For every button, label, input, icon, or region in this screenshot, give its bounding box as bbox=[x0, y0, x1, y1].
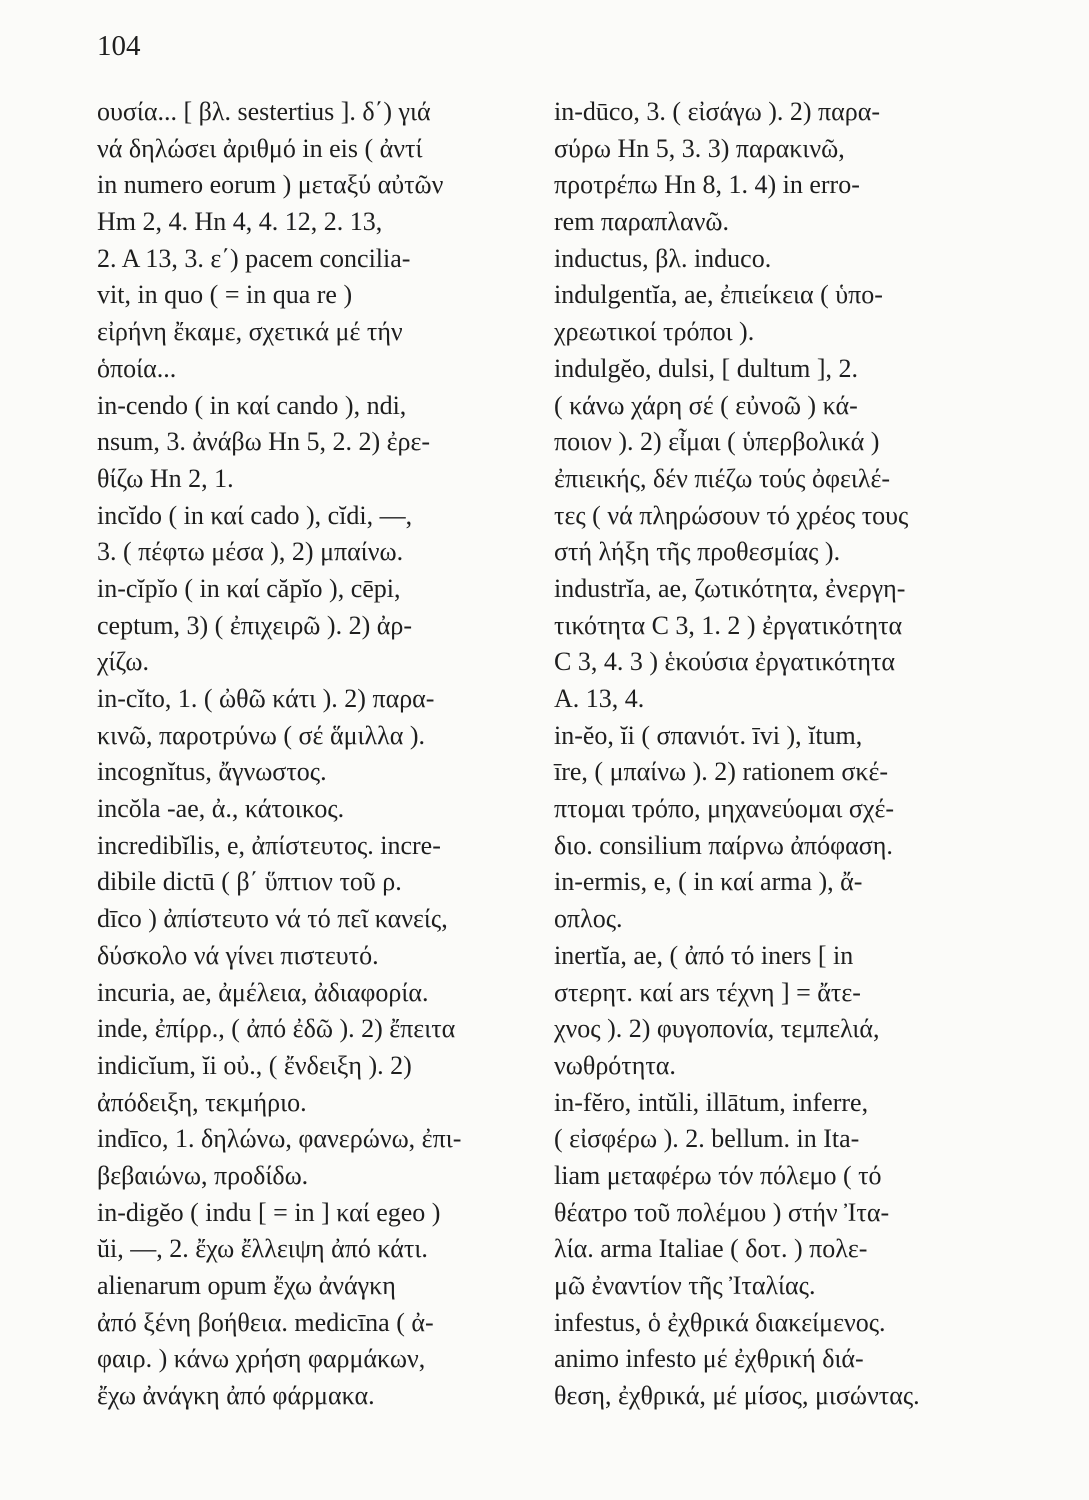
text-line: οπλος. bbox=[554, 904, 623, 934]
text-line: vit, in quo ( = in qua re ) bbox=[97, 280, 353, 310]
text-line: φαιρ. ) κάνω χρήση φαρμάκων, bbox=[97, 1344, 426, 1374]
text-line: incredibĭlis, e, ἀπίστευτος. incre- bbox=[97, 830, 441, 860]
text-line: incŏla -ae, ἀ., κάτοικος. bbox=[97, 794, 345, 824]
text-line: χνος ). 2) φυγοπονία, τεμπελιά, bbox=[554, 1014, 880, 1044]
text-line: in-dūco, 3. ( εἰσάγω ). 2) παρα- bbox=[554, 97, 881, 126]
text-line: inertĭa, ae, ( ἀπό τό iners [ in bbox=[554, 940, 854, 970]
text-line: στή λήξη τῆς προθεσμίας ). bbox=[554, 537, 841, 567]
text-line: τες ( νά πληρώσουν τό χρέος τους bbox=[554, 500, 909, 530]
text-line: εἰρήνη ἔκαμε, σχετικά μέ τήν bbox=[97, 317, 403, 347]
text-line: inductus, βλ. induco. bbox=[554, 243, 772, 273]
text-line: in-digĕo ( indu [ = in ] καί egeo ) bbox=[97, 1197, 441, 1227]
text-line: Hm 2, 4. Hn 4, 4. 12, 2. 13, bbox=[97, 207, 383, 237]
right-column bbox=[554, 94, 994, 1415]
text-line: λία. arma Italiae ( δοτ. ) πολε- bbox=[554, 1234, 868, 1264]
text-line: ουσία... [ βλ. sestertius ]. δ΄) γιά bbox=[97, 97, 431, 126]
text-line: νωθρότητα. bbox=[554, 1050, 676, 1080]
text-line: σύρω Hn 5, 3. 3) παρακινῶ, bbox=[554, 133, 845, 163]
text-line: πτομαι τρόπο, μηχανεύομαι σχέ- bbox=[554, 794, 895, 824]
text-line: indīco, 1. δηλώνω, φανερώνω, ἐπι- bbox=[97, 1124, 462, 1154]
text-line: infestus, ὁ ἐχθρικά διακείμενος. bbox=[554, 1307, 886, 1337]
text-line: ποιον ). 2) εἶμαι ( ὑπερβολικά ) bbox=[554, 427, 880, 457]
text-line: liam μεταφέρω τόν πόλεμο ( τό bbox=[554, 1160, 882, 1190]
text-line: in-fĕro, intŭli, illātum, inferre, bbox=[554, 1087, 869, 1117]
text-line: θέατρο τοῦ πολέμου ) στήν Ἰτα- bbox=[554, 1197, 890, 1227]
text-line: ἀπόδειξη, τεκμήριο. bbox=[97, 1087, 307, 1117]
page-number: 104 bbox=[97, 30, 141, 62]
text-line: χρεωτικοί τρόποι ). bbox=[554, 317, 755, 347]
text-line: rem παραπλανῶ. bbox=[554, 207, 729, 237]
text-line: τικότητα C 3, 1. 2 ) ἐργατικότητα bbox=[554, 610, 903, 640]
text-line: στερητ. καί ars τέχνη ] = ἄτε- bbox=[554, 977, 861, 1007]
text-line: ἀπό ξένη βοήθεια. medicīna ( ἀ- bbox=[97, 1307, 434, 1337]
text-line: indicĭum, ĭi οὐ., ( ἔνδειξη ). 2) bbox=[97, 1050, 412, 1080]
text-line: incognĭtus, ἄγνωστος. bbox=[97, 757, 327, 787]
text-line: 2. A 13, 3. ε΄) pacem concilia- bbox=[97, 243, 411, 273]
text-line: ἐπιεικής, δέν πιέζω τούς ὀφειλέ- bbox=[554, 463, 891, 493]
text-line: κινῶ, παροτρύνω ( σέ ἅμιλλα ). bbox=[97, 720, 425, 750]
text-line: μῶ ἐναντίον τῆς Ἰταλίας. bbox=[554, 1271, 816, 1300]
text-line: in numero eorum ) μεταξύ αὐτῶν bbox=[97, 170, 444, 200]
text-line: in-cĭto, 1. ( ὠθῶ κάτι ). 2) παρα- bbox=[97, 684, 435, 713]
text-line: θεση, ἐχθρικά, μέ μίσος, μισώντας. bbox=[554, 1381, 920, 1411]
text-line: nsum, 3. ἀνάβω Hn 5, 2. 2) ἐρε- bbox=[97, 427, 431, 457]
text-line: inde, ἐπίρρ., ( ἀπό ἐδῶ ). 2) ἔπειτα bbox=[97, 1014, 456, 1044]
text-line: dibile dictū ( β΄ ὕπτιον τοῦ ρ. bbox=[97, 867, 402, 897]
text-line: industrĭa, ae, ζωτικότητα, ἐνεργη- bbox=[554, 573, 906, 603]
text-line: διο. consilium παίρνω ἀπόφαση. bbox=[554, 830, 893, 860]
text-line: in-cendo ( in καί cando ), ndi, bbox=[97, 390, 407, 420]
text-line: incĭdo ( in καί cado ), cĭdi, —, bbox=[97, 500, 413, 530]
text-line: animo infesto μέ ἐχθρική διά- bbox=[554, 1344, 864, 1374]
text-line: dīco ) ἀπίστευτο νά τό πεῖ κανείς, bbox=[97, 904, 448, 934]
text-line: ŭi, —, 2. ἔχω ἔλλειψη ἀπό κάτι. bbox=[97, 1234, 428, 1264]
text-line: indulgĕo, dulsi, [ dultum ], 2. bbox=[554, 353, 859, 383]
text-line: χίζω. bbox=[97, 647, 149, 677]
left-column bbox=[97, 94, 537, 1415]
text-line: ( εἰσφέρω ). 2. bellum. in Ita- bbox=[554, 1124, 860, 1154]
text-line: in-cĭpĭo ( in καί căpĭo ), cēpi, bbox=[97, 573, 401, 603]
text-line: θίζω Hn 2, 1. bbox=[97, 463, 234, 493]
text-line: ( κάνω χάρη σέ ( εὐνοῶ ) κά- bbox=[554, 390, 858, 420]
text-line: alienarum opum ἔχω ἀνάγκη bbox=[97, 1271, 396, 1300]
text-line: C 3, 4. 3 ) ἑκούσια ἐργατικότητα bbox=[554, 647, 896, 677]
text-line: ὁποία... bbox=[97, 353, 177, 383]
text-line: βεβαιώνω, προδίδω. bbox=[97, 1160, 309, 1190]
text-line: ceptum, 3) ( ἐπιχειρῶ ). 2) ἀρ- bbox=[97, 610, 412, 640]
text-line: προτρέπω Hn 8, 1. 4) in erro- bbox=[554, 170, 860, 200]
text-line: δύσκολο νά γίνει πιστευτό. bbox=[97, 940, 379, 970]
text-line: indulgentĭa, ae, ἐπιείκεια ( ὑπο- bbox=[554, 280, 883, 310]
text-line: in-ermis, e, ( in καί arma ), ἄ- bbox=[554, 867, 863, 897]
text-line: īre, ( μπαίνω ). 2) rationem σκέ- bbox=[554, 757, 889, 787]
text-line: ἔχω ἀνάγκη ἀπό φάρμακα. bbox=[97, 1381, 375, 1411]
text-line: incuria, ae, ἀμέλεια, ἀδιαφορία. bbox=[97, 977, 429, 1007]
text-line: νά δηλώσει ἀριθμό in eis ( ἀντί bbox=[97, 133, 423, 163]
text-line: A. 13, 4. bbox=[554, 684, 645, 713]
text-line: 3. ( πέφτω μέσα ), 2) μπαίνω. bbox=[97, 537, 404, 567]
text-line: in-ĕo, ĭi ( σπανιότ. īvi ), ĭtum, bbox=[554, 720, 863, 750]
